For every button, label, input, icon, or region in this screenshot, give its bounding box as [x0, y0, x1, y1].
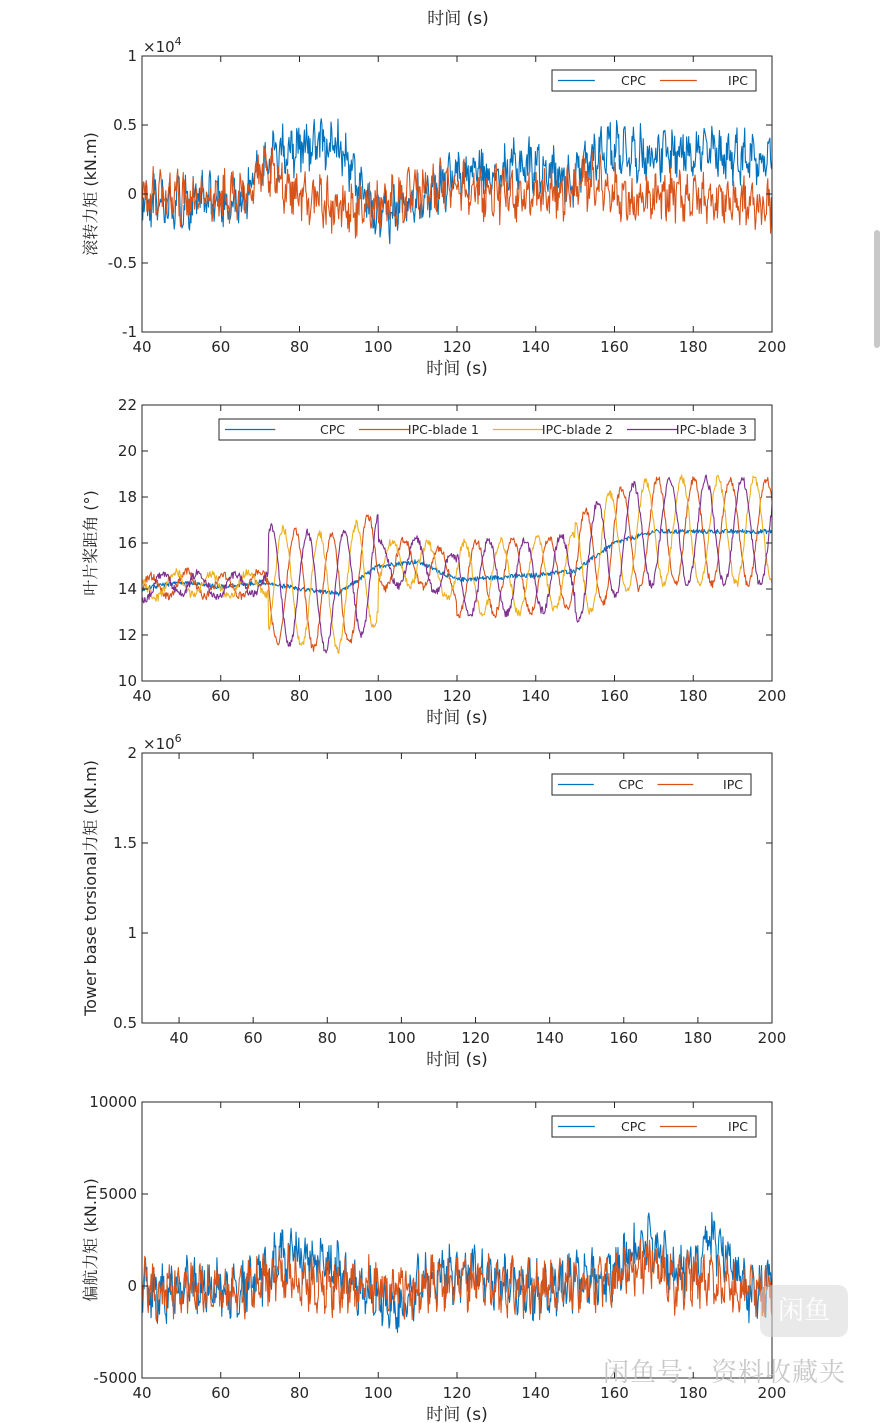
x-tick-label: 120: [442, 1384, 472, 1402]
x-tick-label: 80: [317, 1029, 337, 1047]
x-tick-label: 60: [211, 1384, 231, 1402]
y-tick-label: 20: [117, 442, 137, 460]
x-tick-label: 140: [535, 1029, 564, 1047]
x-tick-label: 40: [132, 687, 152, 705]
series-line-ipc-blade-2: [142, 475, 772, 654]
x-tick-label: 140: [521, 687, 551, 705]
legend-label: IPC-blade 2: [541, 422, 613, 437]
legend-label: IPC: [728, 1119, 748, 1134]
x-axis-label: 时间 (s): [426, 359, 488, 379]
x-tick-label: 80: [289, 338, 310, 356]
series-line-ipc-blade-1: [142, 477, 772, 652]
y-tick-label: 2: [127, 744, 137, 762]
y-tick-label: 0.5: [113, 116, 137, 134]
x-tick-label: 180: [678, 687, 708, 705]
x-tick-label: 80: [289, 687, 310, 705]
x-tick-label: 180: [683, 1029, 713, 1047]
legend-label: CPC: [621, 73, 646, 88]
x-tick-label: 160: [600, 338, 629, 356]
x-tick-label: 40: [169, 1029, 189, 1047]
series-group: [142, 1213, 772, 1333]
y-axis-label: Tower base torsional力矩 (kN.m): [81, 760, 100, 1016]
x-axis-label: 时间 (s): [426, 1405, 488, 1423]
legend-label: CPC: [621, 1119, 646, 1134]
x-tick-label: 200: [757, 338, 787, 356]
y-exponent-label: $\times 10^4$: [143, 35, 182, 56]
y-tick-label: 0: [127, 185, 137, 203]
x-tick-label: 160: [609, 1029, 639, 1047]
y-tick-label: 10: [117, 672, 137, 690]
x-tick-label: 200: [757, 687, 787, 705]
x-tick-label: 40: [132, 1384, 152, 1402]
x-tick-label: 200: [757, 1384, 787, 1402]
y-axis-label: 叶片桨距角 (°): [81, 490, 100, 596]
y-tick-label: 18: [117, 488, 137, 506]
legend-label: IPC-blade 3: [675, 422, 747, 437]
watermark-text: 闲鱼号：资料收藏夹: [602, 1358, 846, 1388]
x-tick-label: 140: [521, 1384, 551, 1402]
x-tick-label: 80: [289, 1384, 310, 1402]
legend-label: CPC: [618, 777, 644, 792]
x-tick-label: 180: [678, 338, 708, 356]
legend: [219, 419, 755, 440]
legend: [552, 1116, 756, 1137]
y-tick-label: 5000: [98, 1185, 137, 1203]
legend-label: IPC: [723, 777, 743, 792]
y-tick-label: -1: [122, 323, 137, 341]
x-tick-label: 140: [521, 338, 551, 356]
x-tick-label: 160: [600, 1384, 629, 1402]
top-xlabel: 时间 (s): [427, 9, 489, 29]
series-group: [142, 475, 772, 654]
scrollbar[interactable]: [874, 230, 880, 348]
y-tick-label: 14: [117, 580, 137, 598]
x-tick-label: 180: [678, 1384, 708, 1402]
legend: [552, 774, 751, 795]
y-axis-label: 滚转力矩 (kN.m): [81, 132, 100, 256]
legend-label: CPC: [320, 422, 345, 437]
x-tick-label: 60: [211, 687, 231, 705]
x-tick-label: 60: [211, 338, 231, 356]
watermark-logo: 闲鱼: [760, 1285, 848, 1337]
series-group: [142, 119, 772, 244]
y-tick-label: 1.5: [113, 834, 137, 852]
x-tick-label: 120: [461, 1029, 490, 1047]
x-tick-label: 60: [243, 1029, 263, 1047]
plot-frame: [142, 1102, 772, 1378]
chart-panel-2: [81, 396, 786, 728]
x-axis-label: 时间 (s): [426, 1050, 488, 1070]
x-tick-label: 100: [363, 687, 393, 705]
y-tick-label: 0: [127, 1277, 137, 1295]
y-tick-label: 10000: [89, 1093, 137, 1111]
y-exponent-label: $\times 10^6$: [143, 732, 182, 753]
y-tick-label: 1: [127, 47, 137, 65]
y-tick-label: 1: [127, 924, 137, 942]
x-tick-label: 120: [442, 687, 472, 705]
x-tick-label: 40: [132, 338, 152, 356]
legend-label: IPC-blade 1: [407, 422, 479, 437]
series-line-ipc-blade-3: [142, 475, 772, 653]
y-tick-label: 0.5: [113, 1014, 137, 1032]
x-tick-label: 120: [442, 338, 472, 356]
x-tick-label: 160: [600, 687, 629, 705]
legend-label: IPC: [728, 73, 748, 88]
x-axis-label: 时间 (s): [426, 708, 488, 728]
chart-panel-3: [81, 732, 786, 1070]
series-line-cpc: [142, 529, 772, 596]
plot-frame: [142, 405, 772, 681]
y-tick-label: -0.5: [107, 254, 137, 272]
y-tick-label: 12: [117, 626, 137, 644]
x-tick-label: 100: [387, 1029, 416, 1047]
y-tick-label: 22: [117, 396, 137, 414]
y-axis-label: 偏航力矩 (kN.m): [81, 1178, 100, 1302]
legend: [552, 70, 756, 91]
plot-frame: [142, 56, 772, 332]
chart-panel-1: [81, 35, 786, 379]
y-tick-label: 16: [117, 534, 137, 552]
series-line-cpc: [142, 119, 772, 244]
x-tick-label: 100: [363, 338, 393, 356]
x-tick-label: 200: [757, 1029, 787, 1047]
y-tick-label: -5000: [93, 1369, 137, 1387]
x-tick-label: 100: [363, 1384, 393, 1402]
